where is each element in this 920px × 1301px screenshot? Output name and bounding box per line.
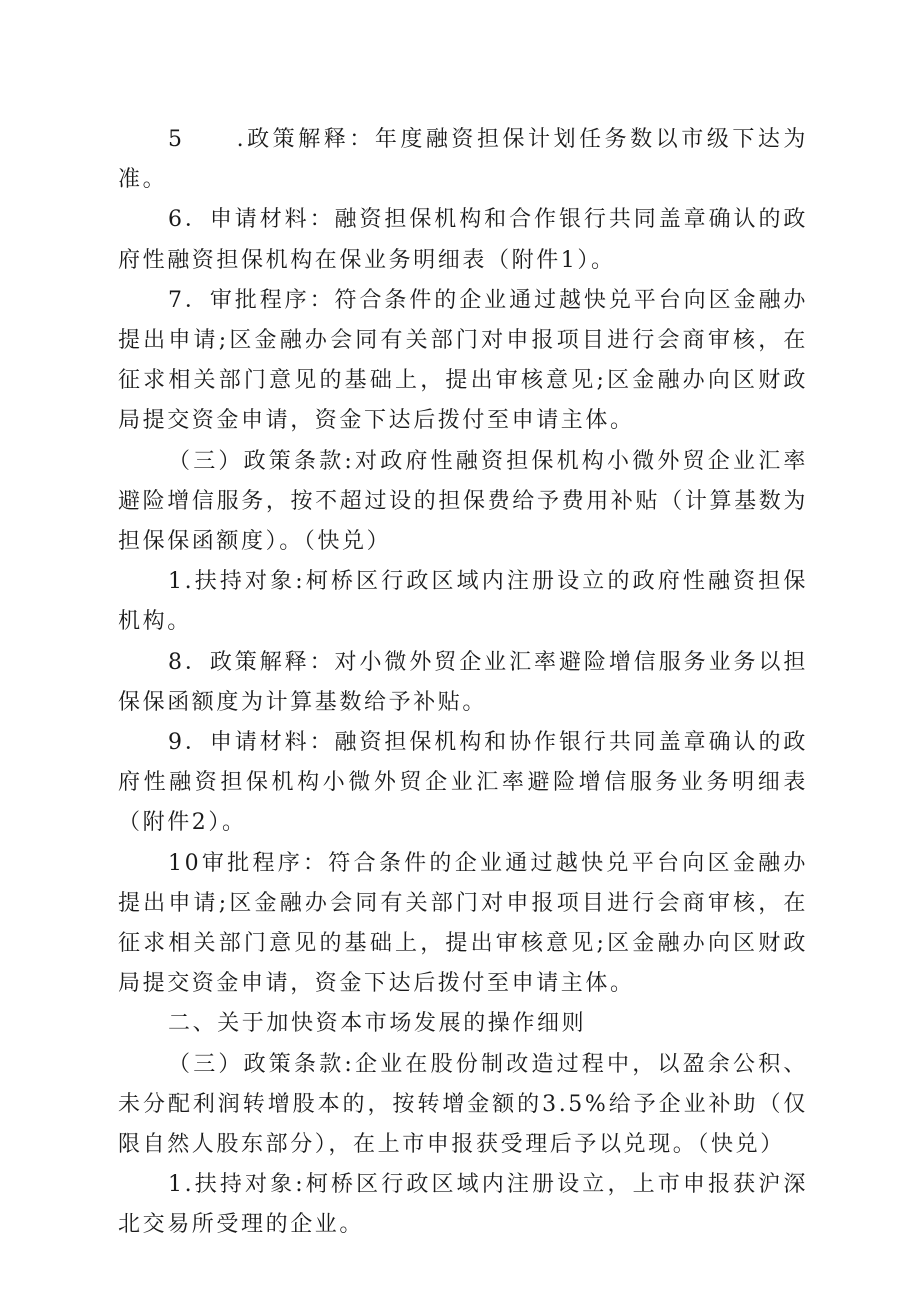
paragraph-policy-clause-3: （三）政策条款:对政府性融资担保机构小微外贸企业汇率避险增信服务，按不超过设的担保费给予费用补贴（计算基数为担保保函额度）。（快兑）	[118, 448, 808, 555]
paragraph-approval-procedure-10: 10审批程序：符合条件的企业通过越快兑平台向区金融办提出申请;区金融办会同有关部门对申报项目进行会商审核，在征求相关部门意见的基础上，提出审核意见;区金融办向区财政局提交资金申请，资金下达后拨付至申请主体。	[118, 850, 808, 997]
paragraph-policy-explanation-8: 8．政策解释：对小微外贸企业汇率避险增信服务业务以担保保函额度为计算基数给予补贴。	[118, 649, 808, 715]
paragraph-support-target-1: 1.扶持对象:柯桥区行政区域内注册设立的政府性融资担保机构。	[118, 569, 808, 635]
paragraph-application-materials-9: 9．申请材料：融资担保机构和协作银行共同盖章确认的政府性融资担保机构小微外贸企业汇率避险增信服务业务明细表（附件2）。	[118, 730, 808, 836]
paragraph-approval-procedure-7: 7．审批程序：符合条件的企业通过越快兑平台向区金融办提出申请;区金融办会同有关部门对申报项目进行会商审核，在征求相关部门意见的基础上，提出审核意见;区金融办向区财政局提交资金申请，资金下达后拨付至申请主体。	[118, 287, 808, 434]
paragraph-policy-clause-capital: （三）政策条款:企业在股份制改造过程中，以盈余公积、未分配利润转增股本的，按转增金额的3.5%给予企业补助（仅限自然人股东部分），在上市申报获受理后予以兑现。（快兑）	[118, 1051, 808, 1158]
paragraph-support-target-capital: 1.扶持对象:柯桥区行政区域内注册设立，上市申报获沪深北交易所受理的企业。	[118, 1172, 808, 1238]
section-heading-capital-market: 二、关于加快资本市场发展的操作细则	[168, 1011, 587, 1037]
paragraph-policy-explanation-5: 5 .政策解释：年度融资担保计划任务数以市级下达为准。	[118, 127, 808, 193]
paragraph-application-materials-6: 6．申请材料：融资担保机构和合作银行共同盖章确认的政府性融资担保机构在保业务明细表（附件1）。	[118, 207, 808, 273]
document-body	[118, 120, 808, 1246]
